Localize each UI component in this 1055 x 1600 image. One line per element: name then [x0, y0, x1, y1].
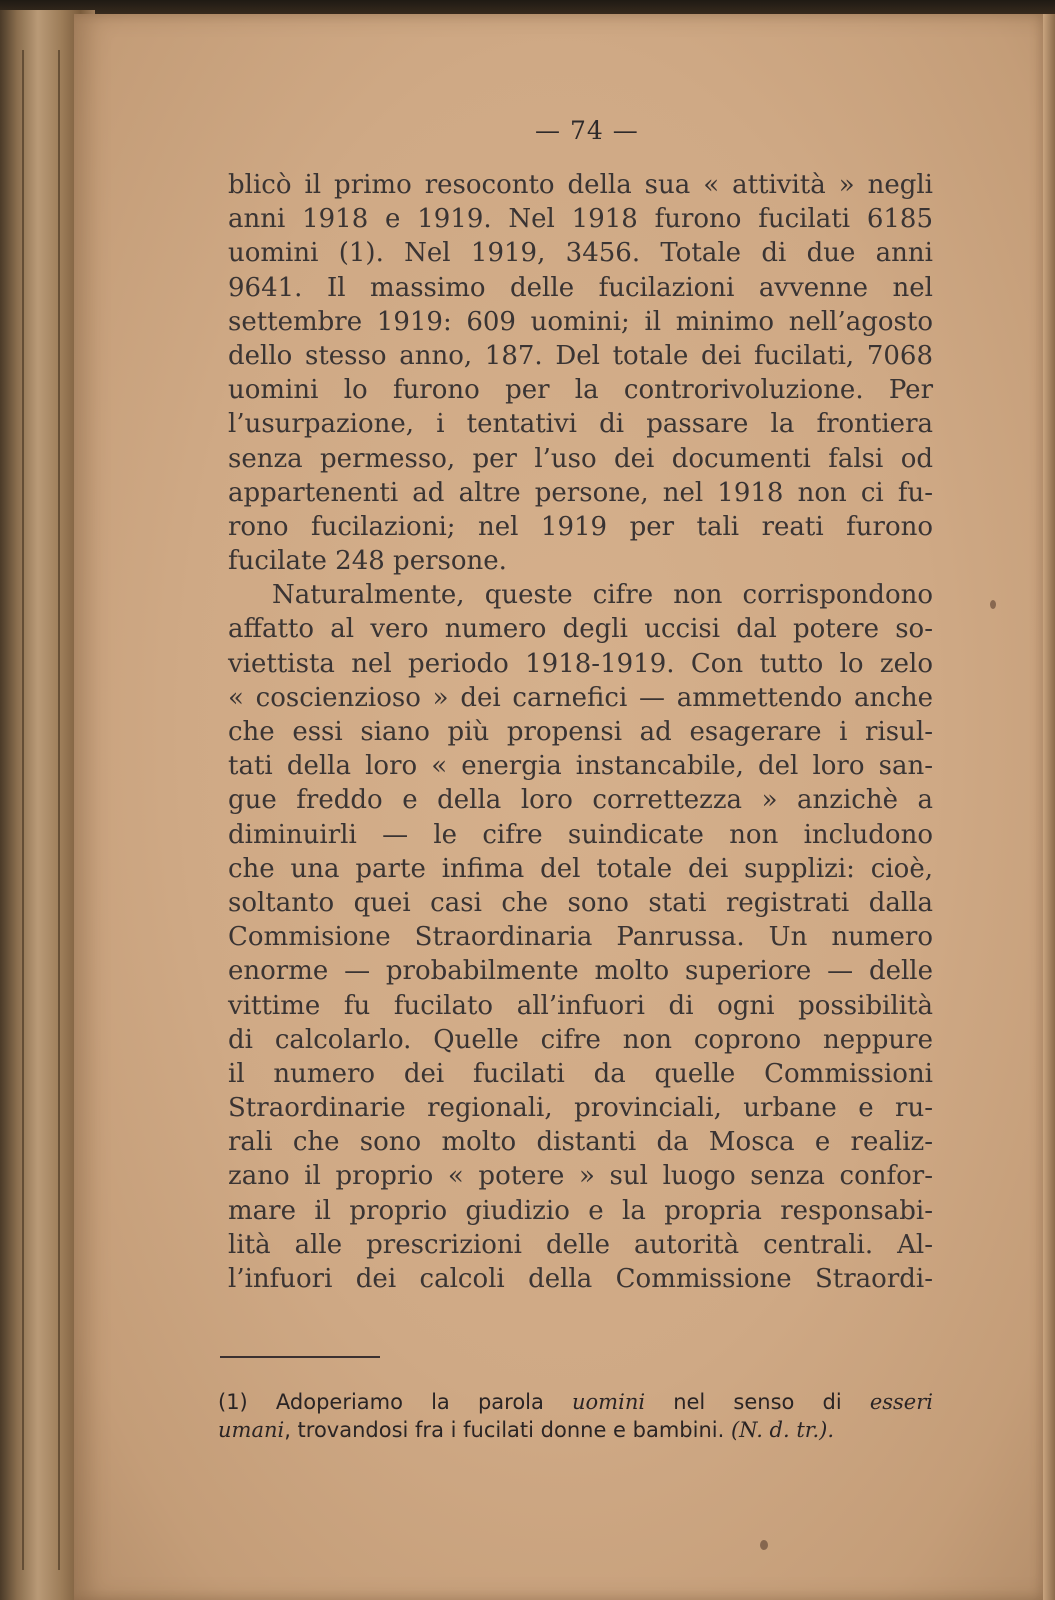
text-line: appartenenti ad altre persone, nel 1918 non ci fu-	[228, 477, 933, 508]
body-text	[228, 168, 933, 1296]
text-line: fucilate 248 persone.	[228, 546, 507, 577]
footnote-text: nel senso di	[645, 1390, 870, 1414]
footnote-italic: (N. d. tr.).	[730, 1418, 835, 1442]
footnote-line	[218, 1416, 933, 1444]
footnote-separator	[220, 1356, 380, 1358]
text-line: 9641. Il massimo delle fucilazioni avvenne nel	[228, 272, 933, 303]
paper-speck	[760, 1540, 768, 1550]
spine-crease	[58, 50, 60, 1570]
text-line: l’usurpazione, i tentativi di passare la frontiera	[228, 409, 933, 440]
text-line: enorme — probabilmente molto superiore — delle	[228, 956, 933, 987]
paper-speck	[990, 600, 996, 609]
text-line: blicò il primo resoconto della sua « attività » negli	[228, 170, 933, 200]
text-line: zano il proprio « potere » sul luogo senza confor-	[228, 1161, 933, 1192]
text-line: soltanto quei casi che sono stati registrati dalla	[228, 887, 933, 918]
footnote-italic: uomini	[572, 1390, 646, 1414]
footnote-text: , trovandosi fra i fucilati donne e bambini.	[284, 1418, 731, 1442]
footnote-line	[218, 1388, 933, 1416]
text-line: che una parte infima del totale dei supplizi: cioè,	[228, 853, 933, 884]
text-line: senza permesso, per l’uso dei documenti falsi od	[228, 443, 933, 474]
text-line: che essi siano più propensi ad esagerare i risul-	[228, 717, 933, 747]
text-line: uomini lo furono per la controrivoluzione. Per	[228, 375, 933, 406]
text-line: tati della loro « energia instancabile, del loro san-	[228, 751, 933, 782]
spine-crease	[22, 50, 24, 1570]
text-line: vittime fu fucilato all’infuori di ogni possibilità	[228, 990, 933, 1021]
text-line: Straordinarie regionali, provinciali, urbane e ru-	[228, 1093, 933, 1124]
text-line: viettista nel periodo 1918-1919. Con tutto lo zelo	[228, 648, 933, 679]
footnote-italic: esseri	[869, 1390, 933, 1414]
text-line: Naturalmente, queste cifre non corrispondono	[272, 580, 933, 611]
text-line: l’infuori dei calcoli della Commissione Straordi-	[228, 1264, 933, 1294]
text-line: « coscienzioso » dei carnefici — ammettendo anche	[228, 682, 933, 713]
page-number: — 74 —	[535, 116, 639, 145]
text-line: lità alle prescrizioni delle autorità centrali. Al-	[228, 1229, 933, 1260]
text-line: mare il proprio giudizio e la propria responsabi-	[228, 1195, 933, 1226]
text-line: diminuirli — le cifre suindicate non includono	[228, 819, 933, 850]
text-line: rali che sono molto distanti da Mosca e realiz-	[228, 1127, 933, 1158]
text-line: gue freddo e della loro correttezza » anzichè a	[228, 785, 933, 816]
text-line: il numero dei fucilati da quelle Commissioni	[228, 1058, 933, 1089]
text-line: affatto al vero numero degli uccisi dal potere so-	[228, 614, 933, 645]
text-line: dello stesso anno, 187. Del totale dei fucilati, 7068	[228, 340, 933, 371]
page-right-edge	[1043, 14, 1055, 1600]
text-line: Commisione Straordinaria Panrussa. Un numero	[228, 922, 933, 953]
text-line: anni 1918 e 1919. Nel 1918 furono fucilati 6185	[228, 204, 933, 235]
text-line: di calcolarlo. Quelle cifre non coprono neppure	[228, 1024, 933, 1055]
footnote-text: (1) Adoperiamo la parola	[218, 1390, 573, 1414]
text-line: uomini (1). Nel 1919, 3456. Totale di due anni	[228, 238, 933, 269]
text-line: settembre 1919: 609 uomini; il minimo nell’agosto	[228, 306, 933, 337]
footnote	[218, 1388, 933, 1444]
footnote-italic: umani	[218, 1418, 285, 1442]
text-line: rono fucilazioni; nel 1919 per tali reati furono	[228, 511, 933, 542]
